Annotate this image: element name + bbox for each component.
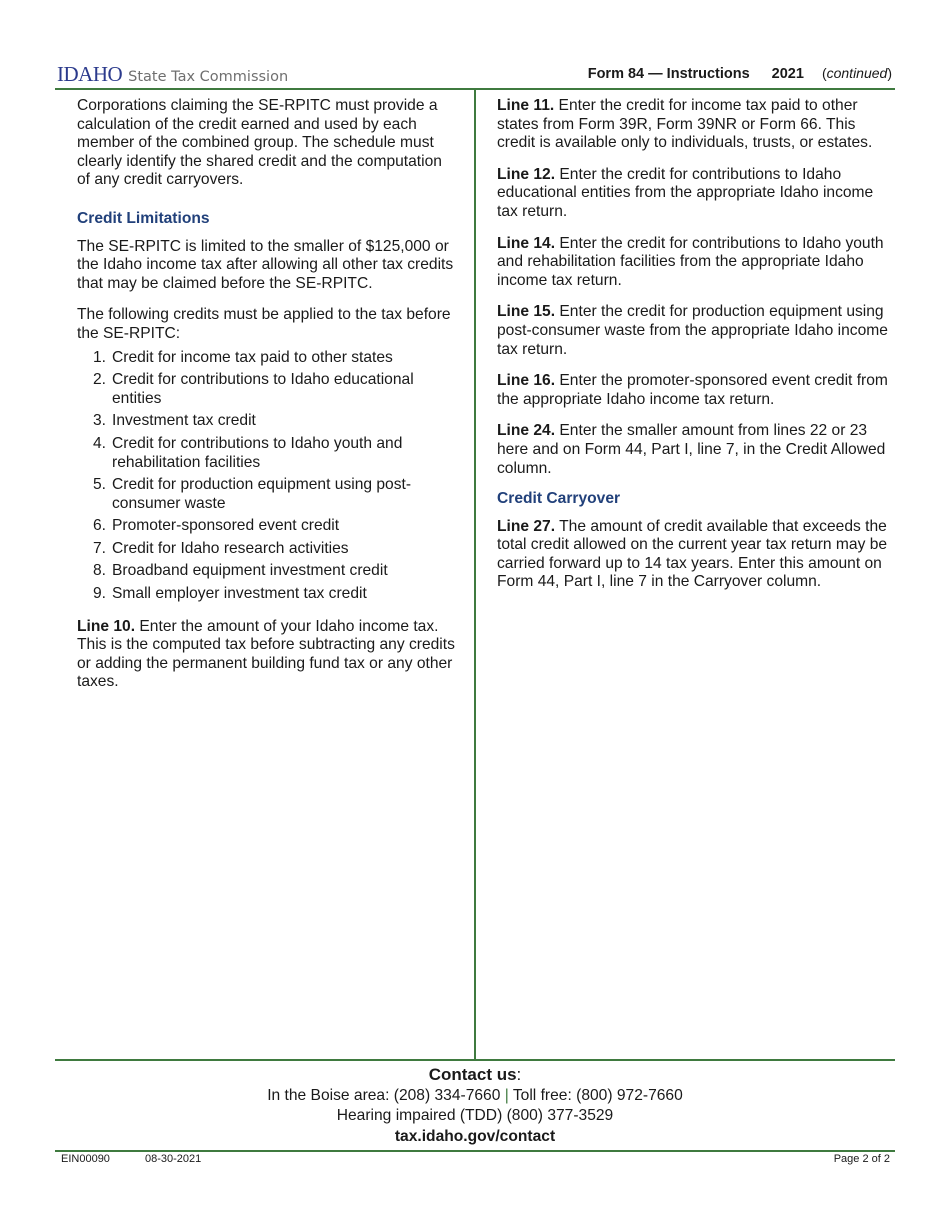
list-item: 3. Investment tax credit [92, 412, 256, 430]
form-id: EIN00090 [61, 1153, 110, 1165]
form-year: 2021 [771, 66, 804, 82]
contact-section [55, 1064, 895, 1147]
logo-mark: IDAHO [57, 62, 123, 86]
list-item: 5. Credit for production equipment using post-consumer waste [92, 476, 412, 512]
right-column [497, 97, 897, 605]
intro-paragraph: Corporations claiming the SE-RPITC must provide a calculation of the credit earned and used by each member of the combined group. The schedule must clearly identify the shared credit and the computation of any credit carryovers. [77, 97, 442, 189]
line-11-paragraph: Line 11. Enter the credit for income tax paid to other states from Form 39R, Form 39NR or Form 66. This credit is available only to individuals, trusts, or estates. [497, 97, 873, 152]
idaho-logo [57, 62, 288, 87]
credits-list [77, 349, 457, 604]
list-item: 8. Broadband equipment investment credit [92, 562, 388, 580]
line-14-paragraph: Line 14. Enter the credit for contributions to Idaho youth and rehabilitation facilities from the appropriate Idaho income tax return. [497, 234, 884, 289]
boise-phone: In the Boise area: (208) 334-7660 [267, 1087, 501, 1104]
limitations-paragraph: The SE-RPITC is limited to the smaller of $125,000 or the Idaho income tax after allowing all other tax credits that may be claimed before the SE-RPITC. [77, 237, 454, 292]
list-item: 7. Credit for Idaho research activities [92, 539, 349, 557]
list-item: 9. Small employer investment tax credit [92, 585, 367, 603]
list-item: 6. Promoter-sponsored event credit [92, 517, 340, 535]
list-item: 4. Credit for contributions to Idaho youth and rehabilitation facilities [92, 434, 403, 471]
list-item: 2. Credit for contributions to Idaho educational entities [92, 371, 414, 407]
revision-date: 08-30-2021 [145, 1153, 202, 1165]
phone-separator: | [504, 1087, 509, 1104]
contact-title: Contact us: [428, 1065, 522, 1084]
tdd-phone: Hearing impaired (TDD) (800) 377-3529 [336, 1107, 614, 1124]
logo-text: State Tax Commission [128, 69, 289, 85]
line-27-paragraph: Line 27. The amount of credit available that exceeds the total credit allowed on the current year tax return may be carried forward up to 14 tax years. Enter this amount on Form 44, Part I, line 7 in the Carryover column. [497, 517, 888, 591]
left-column [77, 97, 457, 705]
list-item: 1. Credit for income tax paid to other states [92, 348, 393, 366]
continued-label: (continued) [821, 65, 892, 81]
page-header [57, 62, 892, 86]
line-24-paragraph: Line 24. Enter the smaller amount from lines 22 or 23 here and on Form 44, Part I, line 7, in the Credit Allowed column. [497, 422, 886, 477]
line-10-paragraph: Line 10. Enter the amount of your Idaho income tax. This is the computed tax before subtracting any credits or adding the permanent building fund tax or any other taxes. [77, 617, 455, 691]
line-16-paragraph: Line 16. Enter the promoter-sponsored event credit from the appropriate Idaho income tax return. [497, 372, 888, 408]
line-15-paragraph: Line 15. Enter the credit for production equipment using post-consumer waste from the appropriate Idaho income tax return. [497, 303, 888, 358]
phone-line [55, 1086, 895, 1106]
bottom-rule [55, 1059, 895, 1061]
credits-intro-paragraph: The following credits must be applied to the tax before the SE-RPITC: [77, 306, 451, 342]
credit-limitations-heading: Credit Limitations [77, 209, 210, 227]
credit-carryover-heading: Credit Carryover [497, 490, 621, 508]
form-title: Form 84 — Instructions [587, 66, 750, 82]
column-divider [474, 90, 476, 1060]
contact-url-link[interactable]: tax.idaho.gov/contact [394, 1128, 556, 1145]
footer-rule [55, 1150, 895, 1152]
page-number: Page 2 of 2 [833, 1153, 890, 1165]
form-header [588, 65, 892, 82]
line-12-paragraph: Line 12. Enter the credit for contributions to Idaho educational entities from the appropriate Idaho income tax return. [497, 165, 874, 220]
toll-free-phone: Toll free: (800) 972-7660 [512, 1087, 683, 1104]
